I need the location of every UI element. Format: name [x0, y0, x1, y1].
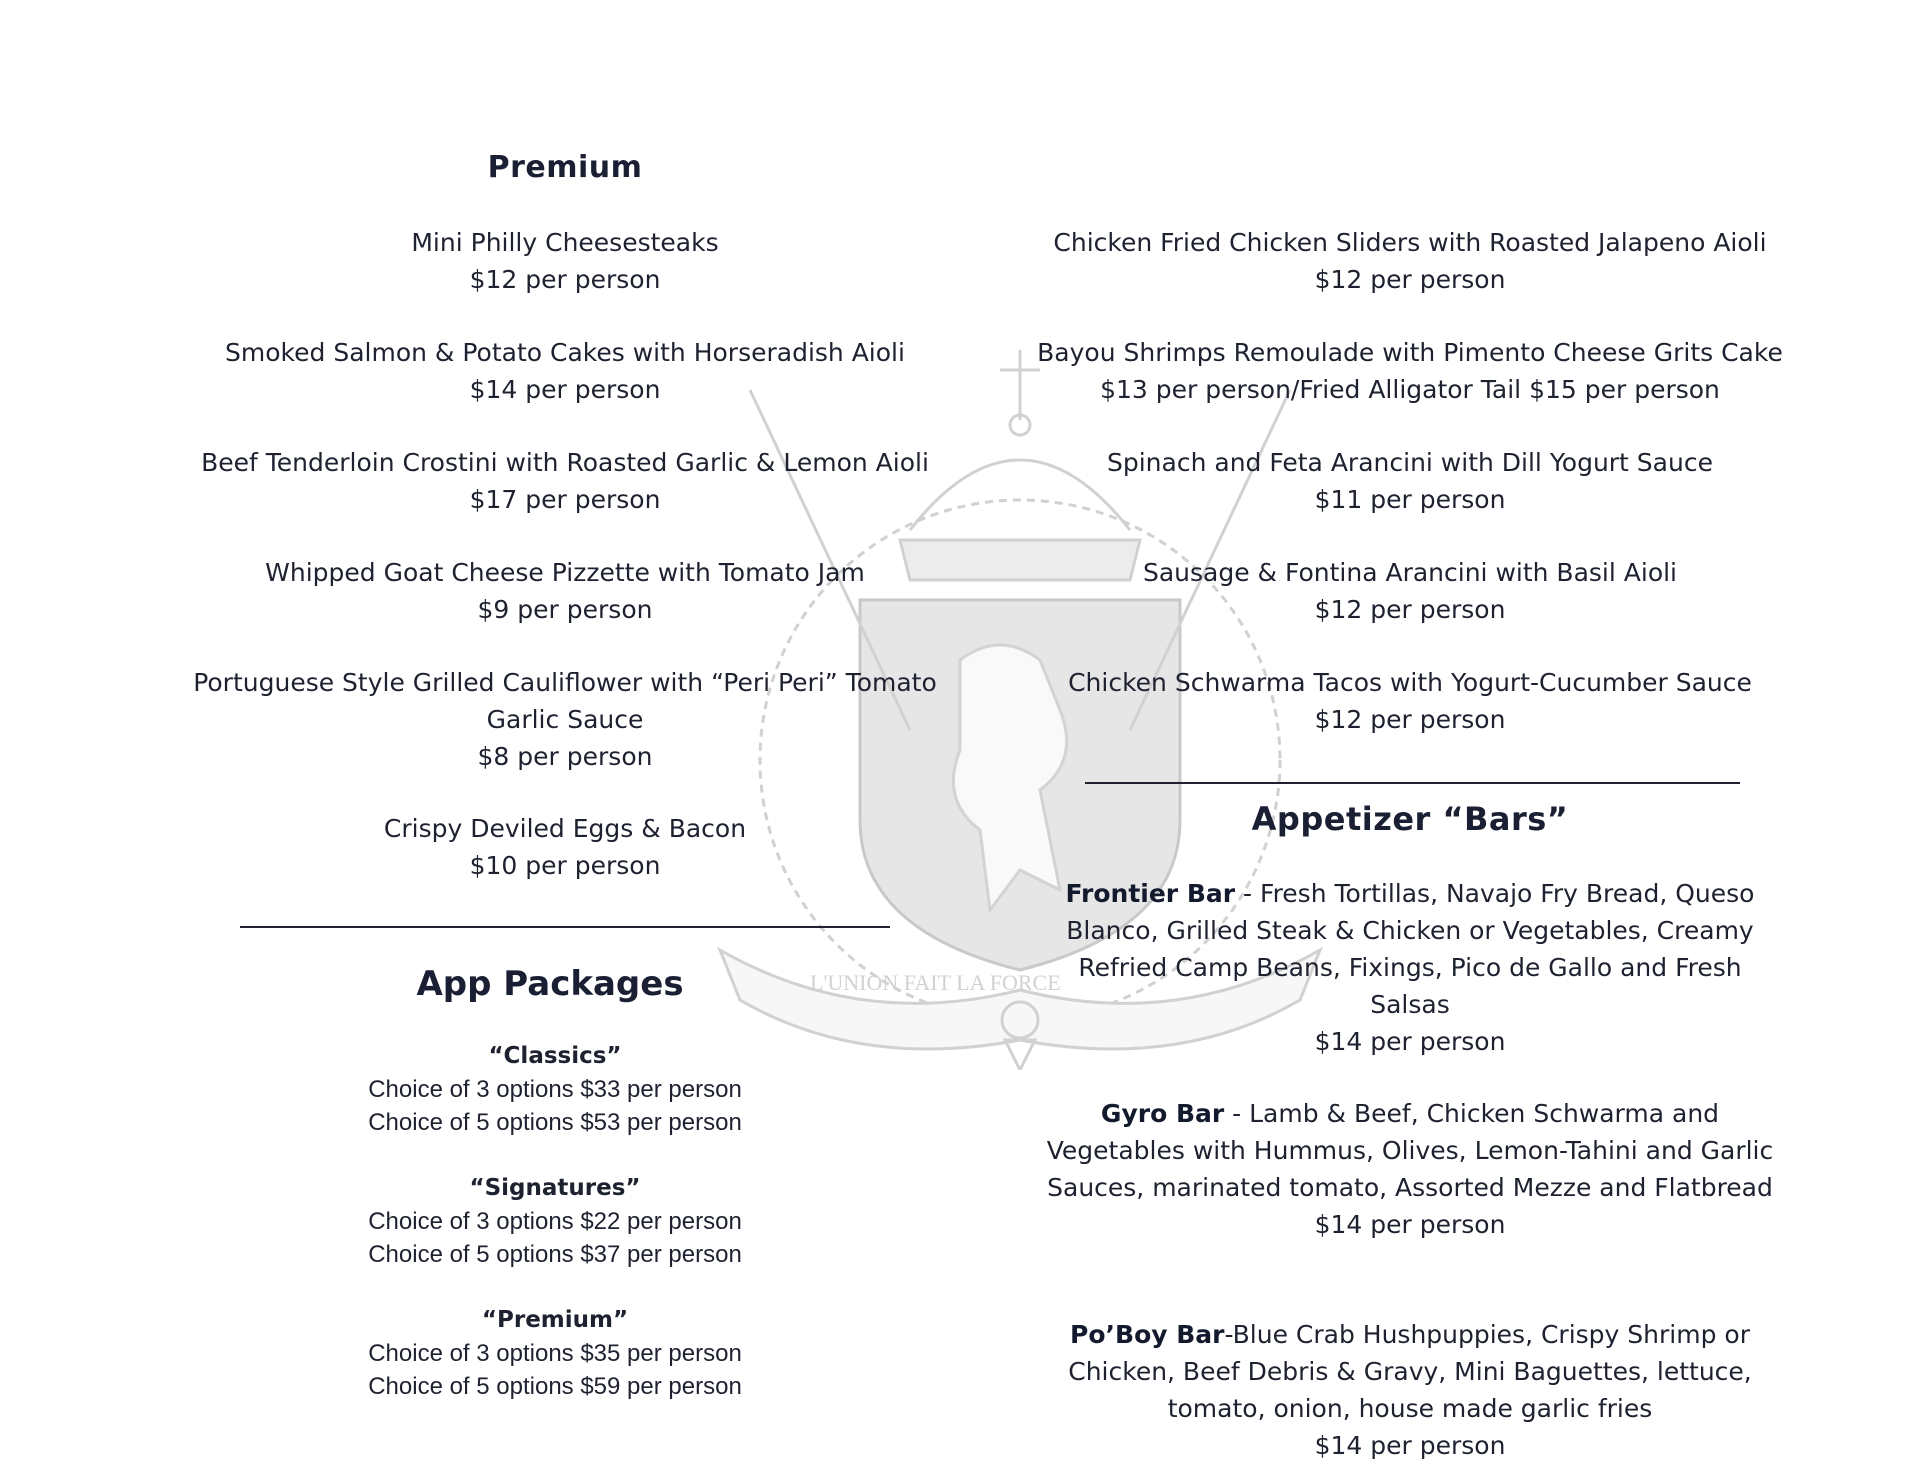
item-price: $11 per person [1314, 485, 1506, 514]
menu-item [1000, 444, 1820, 518]
package-option: Choice of 5 options $53 per person [368, 1109, 742, 1136]
item-price: $9 per person [477, 595, 653, 624]
package-option: Choice of 3 options $35 per person [368, 1340, 742, 1367]
item-price: $12 per person [469, 265, 661, 294]
package-option: Choice of 3 options $22 per person [368, 1208, 742, 1235]
menu-item [150, 334, 980, 408]
bar-frontier [1040, 875, 1780, 1060]
menu-item [150, 810, 980, 884]
bar-name: Frontier Bar [1065, 879, 1236, 908]
bar-price: $14 per person [1314, 1027, 1506, 1056]
item-name: Portuguese Style Grilled Cauliflower with “Peri Peri” Tomato Garlic Sauce [193, 668, 937, 734]
item-name: Beef Tenderloin Crostini with Roasted Garlic & Lemon Aioli [201, 448, 929, 477]
item-name: Chicken Fried Chicken Sliders with Roasted Jalapeno Aioli [1053, 228, 1767, 257]
bar-name: Po’Boy Bar [1070, 1320, 1225, 1349]
item-name: Mini Philly Cheesesteaks [411, 228, 719, 257]
package-option: Choice of 5 options $37 per person [368, 1241, 742, 1268]
package-signatures [250, 1172, 860, 1271]
item-name: Whipped Goat Cheese Pizzette with Tomato Jam [265, 558, 865, 587]
menu-item [1000, 554, 1820, 628]
item-name: Smoked Salmon & Potato Cakes with Horseradish Aioli [225, 338, 905, 367]
item-name: Spinach and Feta Arancini with Dill Yogurt Sauce [1107, 448, 1713, 477]
item-price: $14 per person [469, 375, 661, 404]
package-option: Choice of 3 options $33 per person [368, 1076, 742, 1103]
package-classics [250, 1040, 860, 1139]
item-price: $13 per person/Fried Alligator Tail $15 per person [1100, 375, 1720, 404]
item-name: Chicken Schwarma Tacos with Yogurt-Cucumber Sauce [1068, 668, 1752, 697]
item-price: $8 per person [477, 742, 653, 771]
menu-item [150, 554, 980, 628]
package-title: “Signatures” [469, 1175, 641, 1201]
item-price: $17 per person [469, 485, 661, 514]
package-title: “Classics” [488, 1043, 622, 1069]
bar-description: - Lamb & Beef, Chicken Schwarma and Vegetables with Hummus, Olives, Lemon-Tahini and Garlic Sauces, marinated tomato, Assorted Mezze and Flatbread [1046, 1099, 1774, 1202]
bar-price: $14 per person [1314, 1210, 1506, 1239]
item-name: Crispy Deviled Eggs & Bacon [383, 814, 747, 843]
appetizer-bars-heading: Appetizer “Bars” [1251, 800, 1569, 838]
item-name: Bayou Shrimps Remoulade with Pimento Cheese Grits Cake [1037, 338, 1783, 367]
package-title: “Premium” [481, 1307, 629, 1333]
bar-poboy [1040, 1316, 1780, 1464]
package-premium [250, 1304, 860, 1403]
bar-description: - Fresh Tortillas, Navajo Fry Bread, Queso Blanco, Grilled Steak & Chicken or Vegetables, Creamy Refried Camp Beans, Fixings, Pico de Gallo and Fresh Salsas [1066, 879, 1755, 1019]
menu-item [1000, 334, 1820, 408]
menu-item [1000, 224, 1820, 298]
item-name: Sausage & Fontina Arancini with Basil Aioli [1142, 558, 1678, 587]
bar-gyro [1040, 1095, 1780, 1243]
menu-item [150, 224, 980, 298]
menu-item [1000, 664, 1820, 738]
item-price: $12 per person [1314, 265, 1506, 294]
section-divider [240, 926, 890, 928]
bar-name: Gyro Bar [1100, 1099, 1225, 1128]
menu-item [190, 664, 940, 775]
bar-description: -Blue Crab Hushpuppies, Crispy Shrimp or Chicken, Beef Debris & Gravy, Mini Baguettes, lettuce, tomato, onion, house made garlic fries [1068, 1320, 1752, 1423]
app-packages-heading: App Packages [416, 964, 684, 1004]
section-divider [1085, 782, 1740, 784]
menu-item [150, 444, 980, 518]
bar-price: $14 per person [1314, 1431, 1506, 1460]
item-price: $12 per person [1314, 595, 1506, 624]
watermark-motto: L'UNION FAIT LA FORCE [810, 970, 1061, 995]
item-price: $12 per person [1314, 705, 1506, 734]
item-price: $10 per person [469, 851, 661, 880]
premium-heading: Premium [487, 150, 643, 185]
package-option: Choice of 5 options $59 per person [368, 1373, 742, 1400]
